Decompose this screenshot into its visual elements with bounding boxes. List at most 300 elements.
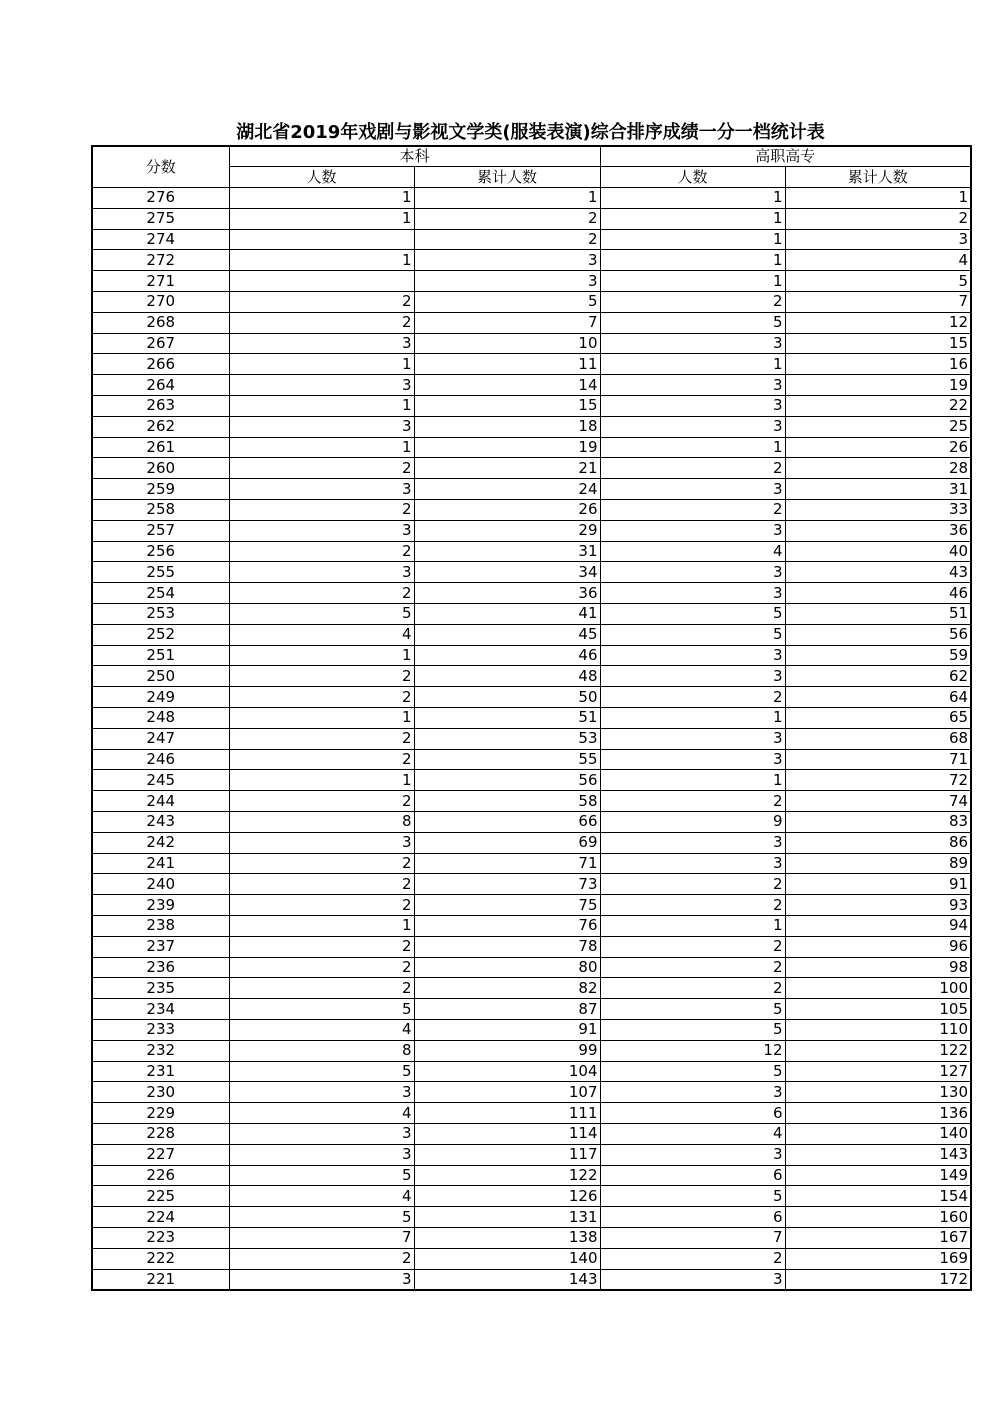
cell-vocational-cumulative: 16	[785, 354, 971, 375]
cell-undergrad-cumulative: 104	[414, 1061, 600, 1082]
score-distribution-table	[91, 145, 972, 1291]
cell-undergrad-count: 2	[229, 749, 414, 770]
cell-score: 247	[92, 728, 229, 749]
cell-undergrad-count: 2	[229, 1248, 414, 1269]
cell-undergrad-count: 5	[229, 1165, 414, 1186]
cell-score: 249	[92, 687, 229, 708]
cell-vocational-count: 2	[600, 936, 785, 957]
cell-undergrad-count: 2	[229, 978, 414, 999]
cell-score: 268	[92, 312, 229, 333]
cell-vocational-cumulative: 31	[785, 479, 971, 500]
cell-vocational-cumulative: 1	[785, 188, 971, 209]
cell-vocational-count: 3	[600, 666, 785, 687]
cell-undergrad-count: 3	[229, 1144, 414, 1165]
cell-score: 234	[92, 999, 229, 1020]
cell-undergrad-cumulative: 69	[414, 832, 600, 853]
cell-vocational-cumulative: 140	[785, 1123, 971, 1144]
cell-vocational-cumulative: 62	[785, 666, 971, 687]
table-row	[92, 978, 971, 999]
cell-vocational-cumulative: 43	[785, 562, 971, 583]
cell-undergrad-cumulative: 48	[414, 666, 600, 687]
cell-vocational-cumulative: 172	[785, 1269, 971, 1290]
cell-undergrad-cumulative: 66	[414, 812, 600, 833]
cell-undergrad-count: 4	[229, 1186, 414, 1207]
cell-vocational-count: 5	[600, 312, 785, 333]
cell-score: 260	[92, 458, 229, 479]
cell-undergrad-cumulative: 58	[414, 791, 600, 812]
cell-score: 263	[92, 396, 229, 417]
table-row	[92, 915, 971, 936]
table-row	[92, 1040, 971, 1061]
cell-undergrad-cumulative: 53	[414, 728, 600, 749]
cell-score: 241	[92, 853, 229, 874]
cell-score: 270	[92, 292, 229, 313]
cell-vocational-count: 5	[600, 1019, 785, 1040]
cell-vocational-cumulative: 94	[785, 915, 971, 936]
cell-vocational-cumulative: 59	[785, 645, 971, 666]
cell-undergrad-count: 5	[229, 999, 414, 1020]
cell-vocational-count: 2	[600, 458, 785, 479]
cell-vocational-count: 3	[600, 645, 785, 666]
cell-score: 272	[92, 250, 229, 271]
cell-vocational-count: 1	[600, 915, 785, 936]
table-row	[92, 791, 971, 812]
cell-vocational-count: 5	[600, 624, 785, 645]
cell-undergrad-count: 3	[229, 1269, 414, 1290]
header-vocational-count: 人数	[600, 167, 785, 188]
cell-vocational-count: 12	[600, 1040, 785, 1061]
cell-vocational-count: 1	[600, 229, 785, 250]
cell-undergrad-count: 2	[229, 791, 414, 812]
cell-undergrad-cumulative: 82	[414, 978, 600, 999]
cell-score: 254	[92, 583, 229, 604]
cell-vocational-cumulative: 36	[785, 520, 971, 541]
table-row	[92, 229, 971, 250]
cell-undergrad-cumulative: 31	[414, 541, 600, 562]
cell-undergrad-count: 1	[229, 354, 414, 375]
cell-undergrad-count: 3	[229, 479, 414, 500]
cell-score: 276	[92, 188, 229, 209]
table-row	[92, 1165, 971, 1186]
cell-score: 251	[92, 645, 229, 666]
cell-undergrad-count: 2	[229, 957, 414, 978]
cell-undergrad-count: 1	[229, 396, 414, 417]
cell-undergrad-cumulative: 73	[414, 874, 600, 895]
cell-vocational-count: 2	[600, 895, 785, 916]
cell-vocational-count: 1	[600, 437, 785, 458]
table-row	[92, 520, 971, 541]
cell-vocational-cumulative: 71	[785, 749, 971, 770]
cell-undergrad-cumulative: 46	[414, 645, 600, 666]
table-row	[92, 312, 971, 333]
cell-undergrad-cumulative: 1	[414, 188, 600, 209]
table-row	[92, 832, 971, 853]
cell-score: 242	[92, 832, 229, 853]
cell-undergrad-cumulative: 2	[414, 208, 600, 229]
cell-score: 246	[92, 749, 229, 770]
cell-vocational-cumulative: 154	[785, 1186, 971, 1207]
table-row	[92, 1123, 971, 1144]
cell-score: 230	[92, 1082, 229, 1103]
cell-undergrad-cumulative: 71	[414, 853, 600, 874]
cell-score: 236	[92, 957, 229, 978]
table-row	[92, 895, 971, 916]
cell-vocational-cumulative: 12	[785, 312, 971, 333]
cell-vocational-count: 3	[600, 396, 785, 417]
cell-undergrad-count: 8	[229, 1040, 414, 1061]
cell-vocational-count: 4	[600, 541, 785, 562]
cell-vocational-cumulative: 93	[785, 895, 971, 916]
cell-undergrad-count: 1	[229, 250, 414, 271]
table-row	[92, 458, 971, 479]
cell-vocational-cumulative: 110	[785, 1019, 971, 1040]
cell-undergrad-cumulative: 11	[414, 354, 600, 375]
table-row	[92, 250, 971, 271]
cell-score: 266	[92, 354, 229, 375]
cell-undergrad-cumulative: 15	[414, 396, 600, 417]
cell-undergrad-cumulative: 87	[414, 999, 600, 1020]
table-row	[92, 375, 971, 396]
cell-undergrad-cumulative: 41	[414, 604, 600, 625]
cell-score: 233	[92, 1019, 229, 1040]
cell-vocational-cumulative: 169	[785, 1248, 971, 1269]
table-row	[92, 1061, 971, 1082]
table-row	[92, 1019, 971, 1040]
cell-score: 257	[92, 520, 229, 541]
table-row	[92, 416, 971, 437]
cell-vocational-cumulative: 100	[785, 978, 971, 999]
cell-vocational-cumulative: 72	[785, 770, 971, 791]
cell-undergrad-count: 2	[229, 728, 414, 749]
cell-vocational-cumulative: 51	[785, 604, 971, 625]
cell-undergrad-cumulative: 26	[414, 500, 600, 521]
cell-vocational-count: 2	[600, 1248, 785, 1269]
table-row	[92, 1207, 971, 1228]
table-row	[92, 604, 971, 625]
cell-score: 243	[92, 812, 229, 833]
cell-score: 248	[92, 708, 229, 729]
header-row-groups	[92, 146, 971, 167]
cell-undergrad-cumulative: 3	[414, 250, 600, 271]
cell-undergrad-cumulative: 91	[414, 1019, 600, 1040]
cell-undergrad-cumulative: 78	[414, 936, 600, 957]
table-row	[92, 500, 971, 521]
cell-score: 250	[92, 666, 229, 687]
cell-undergrad-cumulative: 99	[414, 1040, 600, 1061]
cell-vocational-cumulative: 143	[785, 1144, 971, 1165]
cell-undergrad-count: 3	[229, 520, 414, 541]
cell-score: 244	[92, 791, 229, 812]
cell-vocational-cumulative: 83	[785, 812, 971, 833]
cell-undergrad-count: 5	[229, 1207, 414, 1228]
cell-undergrad-count: 3	[229, 1123, 414, 1144]
cell-score: 274	[92, 229, 229, 250]
table-row	[92, 1082, 971, 1103]
cell-undergrad-count: 2	[229, 936, 414, 957]
cell-vocational-cumulative: 19	[785, 375, 971, 396]
cell-vocational-cumulative: 7	[785, 292, 971, 313]
cell-undergrad-cumulative: 2	[414, 229, 600, 250]
table-row	[92, 728, 971, 749]
cell-undergrad-cumulative: 21	[414, 458, 600, 479]
cell-vocational-count: 5	[600, 1186, 785, 1207]
cell-vocational-count: 2	[600, 957, 785, 978]
cell-vocational-count: 3	[600, 562, 785, 583]
cell-vocational-cumulative: 2	[785, 208, 971, 229]
cell-vocational-count: 2	[600, 687, 785, 708]
table-row	[92, 1269, 971, 1290]
table-row	[92, 396, 971, 417]
cell-vocational-cumulative: 40	[785, 541, 971, 562]
table-row	[92, 583, 971, 604]
cell-undergrad-count: 3	[229, 1082, 414, 1103]
table-row	[92, 562, 971, 583]
cell-vocational-count: 6	[600, 1103, 785, 1124]
cell-undergrad-count: 8	[229, 812, 414, 833]
cell-vocational-cumulative: 127	[785, 1061, 971, 1082]
cell-score: 240	[92, 874, 229, 895]
cell-score: 245	[92, 770, 229, 791]
page-title: 湖北省2019年戏剧与影视文学类(服装表演)综合排序成绩一分一档统计表	[236, 122, 825, 143]
cell-vocational-cumulative: 136	[785, 1103, 971, 1124]
cell-vocational-cumulative: 96	[785, 936, 971, 957]
cell-score: 255	[92, 562, 229, 583]
cell-undergrad-count: 2	[229, 458, 414, 479]
cell-undergrad-count: 4	[229, 1019, 414, 1040]
cell-undergrad-cumulative: 45	[414, 624, 600, 645]
cell-undergrad-cumulative: 75	[414, 895, 600, 916]
cell-undergrad-cumulative: 18	[414, 416, 600, 437]
table-row	[92, 624, 971, 645]
table-row	[92, 708, 971, 729]
cell-vocational-count: 3	[600, 416, 785, 437]
table-row	[92, 853, 971, 874]
cell-undergrad-count: 2	[229, 500, 414, 521]
cell-vocational-cumulative: 65	[785, 708, 971, 729]
cell-score: 232	[92, 1040, 229, 1061]
cell-vocational-count: 2	[600, 791, 785, 812]
cell-vocational-count: 3	[600, 520, 785, 541]
cell-score: 259	[92, 479, 229, 500]
cell-score: 267	[92, 333, 229, 354]
cell-vocational-count: 5	[600, 604, 785, 625]
cell-undergrad-cumulative: 122	[414, 1165, 600, 1186]
cell-vocational-count: 2	[600, 874, 785, 895]
cell-undergrad-count: 3	[229, 375, 414, 396]
cell-vocational-cumulative: 160	[785, 1207, 971, 1228]
cell-score: 253	[92, 604, 229, 625]
cell-vocational-count: 1	[600, 188, 785, 209]
cell-undergrad-count: 1	[229, 188, 414, 209]
cell-undergrad-count: 1	[229, 645, 414, 666]
cell-vocational-count: 3	[600, 1269, 785, 1290]
cell-score: 225	[92, 1186, 229, 1207]
cell-undergrad-count: 1	[229, 915, 414, 936]
header-vocational-cumulative: 累计人数	[785, 167, 971, 188]
table-row	[92, 1186, 971, 1207]
cell-vocational-cumulative: 22	[785, 396, 971, 417]
cell-vocational-cumulative: 15	[785, 333, 971, 354]
cell-undergrad-count: 7	[229, 1227, 414, 1248]
cell-vocational-count: 4	[600, 1123, 785, 1144]
cell-score: 229	[92, 1103, 229, 1124]
cell-score: 231	[92, 1061, 229, 1082]
cell-undergrad-count: 2	[229, 687, 414, 708]
cell-vocational-cumulative: 74	[785, 791, 971, 812]
cell-undergrad-cumulative: 126	[414, 1186, 600, 1207]
cell-score: 271	[92, 271, 229, 292]
table-row	[92, 1103, 971, 1124]
cell-score: 222	[92, 1248, 229, 1269]
cell-vocational-count: 3	[600, 333, 785, 354]
table-row	[92, 437, 971, 458]
cell-score: 258	[92, 500, 229, 521]
cell-vocational-cumulative: 130	[785, 1082, 971, 1103]
cell-score: 252	[92, 624, 229, 645]
cell-vocational-cumulative: 25	[785, 416, 971, 437]
cell-vocational-count: 2	[600, 500, 785, 521]
cell-vocational-count: 7	[600, 1227, 785, 1248]
cell-score: 238	[92, 915, 229, 936]
cell-undergrad-cumulative: 143	[414, 1269, 600, 1290]
cell-undergrad-count: 2	[229, 583, 414, 604]
table-row	[92, 936, 971, 957]
table-row	[92, 645, 971, 666]
cell-vocational-cumulative: 33	[785, 500, 971, 521]
table-row	[92, 874, 971, 895]
table-row	[92, 749, 971, 770]
cell-vocational-count: 2	[600, 978, 785, 999]
table-row	[92, 770, 971, 791]
cell-score: 235	[92, 978, 229, 999]
header-undergrad: 本科	[229, 146, 600, 167]
cell-vocational-count: 9	[600, 812, 785, 833]
cell-vocational-cumulative: 98	[785, 957, 971, 978]
cell-score: 237	[92, 936, 229, 957]
table-row	[92, 812, 971, 833]
cell-undergrad-count: 2	[229, 292, 414, 313]
cell-score: 275	[92, 208, 229, 229]
cell-undergrad-cumulative: 24	[414, 479, 600, 500]
cell-undergrad-count	[229, 271, 414, 292]
cell-undergrad-cumulative: 131	[414, 1207, 600, 1228]
cell-undergrad-count: 4	[229, 1103, 414, 1124]
cell-undergrad-count: 4	[229, 624, 414, 645]
table-row	[92, 188, 971, 209]
table-row	[92, 271, 971, 292]
table-row	[92, 292, 971, 313]
cell-undergrad-count: 1	[229, 770, 414, 791]
cell-undergrad-cumulative: 36	[414, 583, 600, 604]
cell-undergrad-cumulative: 34	[414, 562, 600, 583]
cell-vocational-count: 3	[600, 749, 785, 770]
cell-vocational-count: 3	[600, 1082, 785, 1103]
table-row	[92, 541, 971, 562]
cell-undergrad-count	[229, 229, 414, 250]
cell-score: 261	[92, 437, 229, 458]
header-vocational: 高职高专	[600, 146, 971, 167]
cell-vocational-count: 6	[600, 1207, 785, 1228]
cell-undergrad-cumulative: 10	[414, 333, 600, 354]
table-body	[92, 188, 971, 1290]
cell-undergrad-count: 3	[229, 416, 414, 437]
cell-vocational-cumulative: 86	[785, 832, 971, 853]
cell-undergrad-cumulative: 56	[414, 770, 600, 791]
cell-undergrad-cumulative: 80	[414, 957, 600, 978]
cell-undergrad-count: 2	[229, 666, 414, 687]
cell-undergrad-count: 2	[229, 541, 414, 562]
cell-undergrad-count: 3	[229, 333, 414, 354]
cell-undergrad-cumulative: 3	[414, 271, 600, 292]
table-row	[92, 1144, 971, 1165]
table-row	[92, 333, 971, 354]
cell-undergrad-cumulative: 76	[414, 915, 600, 936]
cell-undergrad-count: 2	[229, 312, 414, 333]
cell-undergrad-count: 5	[229, 1061, 414, 1082]
cell-vocational-cumulative: 149	[785, 1165, 971, 1186]
cell-score: 239	[92, 895, 229, 916]
cell-undergrad-count: 5	[229, 604, 414, 625]
cell-score: 221	[92, 1269, 229, 1290]
cell-undergrad-count: 1	[229, 208, 414, 229]
cell-vocational-count: 1	[600, 708, 785, 729]
cell-vocational-cumulative: 68	[785, 728, 971, 749]
cell-vocational-count: 3	[600, 1144, 785, 1165]
cell-undergrad-cumulative: 5	[414, 292, 600, 313]
cell-undergrad-count: 3	[229, 832, 414, 853]
cell-undergrad-count: 3	[229, 562, 414, 583]
cell-undergrad-cumulative: 117	[414, 1144, 600, 1165]
cell-undergrad-cumulative: 140	[414, 1248, 600, 1269]
cell-undergrad-cumulative: 29	[414, 520, 600, 541]
cell-vocational-count: 1	[600, 250, 785, 271]
cell-vocational-cumulative: 64	[785, 687, 971, 708]
cell-vocational-cumulative: 26	[785, 437, 971, 458]
table-row	[92, 999, 971, 1020]
cell-vocational-cumulative: 105	[785, 999, 971, 1020]
cell-score: 227	[92, 1144, 229, 1165]
cell-undergrad-count: 1	[229, 708, 414, 729]
cell-vocational-count: 3	[600, 832, 785, 853]
cell-vocational-count: 1	[600, 271, 785, 292]
cell-vocational-cumulative: 46	[785, 583, 971, 604]
table-row	[92, 687, 971, 708]
cell-vocational-count: 1	[600, 208, 785, 229]
cell-vocational-count: 5	[600, 1061, 785, 1082]
cell-vocational-count: 2	[600, 292, 785, 313]
cell-vocational-cumulative: 91	[785, 874, 971, 895]
cell-score: 256	[92, 541, 229, 562]
cell-undergrad-cumulative: 50	[414, 687, 600, 708]
table-row	[92, 1227, 971, 1248]
cell-vocational-count: 5	[600, 999, 785, 1020]
cell-vocational-cumulative: 56	[785, 624, 971, 645]
table-row	[92, 479, 971, 500]
cell-vocational-cumulative: 122	[785, 1040, 971, 1061]
header-undergrad-count: 人数	[229, 167, 414, 188]
cell-score: 228	[92, 1123, 229, 1144]
cell-vocational-count: 1	[600, 770, 785, 791]
cell-vocational-cumulative: 167	[785, 1227, 971, 1248]
cell-vocational-cumulative: 4	[785, 250, 971, 271]
cell-vocational-cumulative: 3	[785, 229, 971, 250]
table-row	[92, 354, 971, 375]
cell-undergrad-cumulative: 138	[414, 1227, 600, 1248]
cell-score: 223	[92, 1227, 229, 1248]
cell-vocational-count: 3	[600, 853, 785, 874]
table-header	[92, 146, 971, 188]
cell-undergrad-cumulative: 51	[414, 708, 600, 729]
